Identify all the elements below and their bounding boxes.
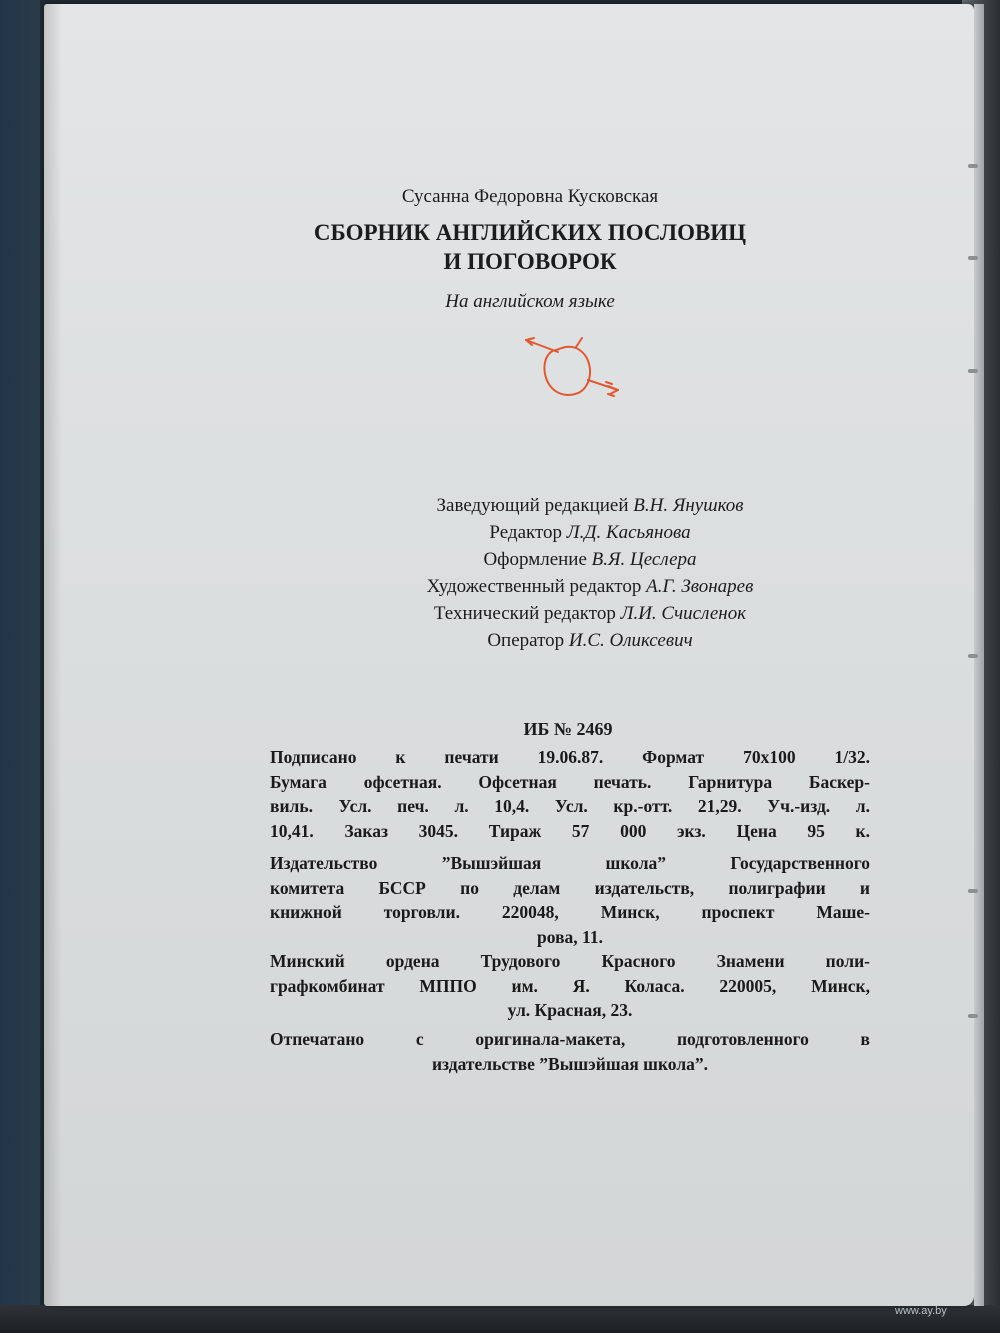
credit-line xyxy=(300,600,880,627)
binding-stitch xyxy=(968,889,978,893)
credit-name: И.С. Оликсевич xyxy=(568,630,693,651)
author-name: Сусанна Федоровна Кусковская xyxy=(401,186,659,207)
colophon-line: рова, 11. xyxy=(537,926,603,947)
credit-role: Художественный редактор xyxy=(426,576,642,597)
background-fabric xyxy=(0,0,40,1333)
gutter-shadow xyxy=(44,4,62,1306)
credit-name: В.Н. Янушков xyxy=(633,495,744,516)
colophon-line: виль. Усл. печ. л. 10,4. Усл. кр.-отт. 21,29. Уч.-изд. л. xyxy=(270,796,870,817)
publisher-details xyxy=(270,851,870,949)
ib-number: ИБ № 2469 xyxy=(523,719,613,739)
print-details xyxy=(270,745,870,843)
colophon-line: ул. Красная, 23. xyxy=(507,1000,633,1021)
credit-name: В.Я. Цеслера xyxy=(591,549,697,570)
title-line-1: СБОРНИК АНГЛИЙСКИХ ПОСЛОВИЦ xyxy=(313,220,747,245)
origin-note xyxy=(270,1027,870,1076)
colophon-line: Отпечатано с оригинала-макета, подготовленного в xyxy=(270,1029,870,1049)
printer-details xyxy=(270,949,870,1023)
colophon-line: Издательство ”Вышэйшая школа” Государственного xyxy=(270,853,870,873)
book-bottom-edge xyxy=(0,1305,1000,1333)
binding-stitch xyxy=(968,164,978,168)
colophon-line: Бумага офсетная. Офсетная печать. Гарнитура Баскер- xyxy=(270,771,870,792)
credit-role: Оператор xyxy=(487,630,565,651)
colophon-line: книжной торговли. 220048, Минск, проспект Маше- xyxy=(270,902,870,923)
credits-list xyxy=(300,492,880,654)
credit-line xyxy=(300,519,880,546)
binding-stitch xyxy=(968,654,978,658)
binding-stitch xyxy=(968,256,978,260)
credit-name: Л.Д. Касьянова xyxy=(566,522,691,543)
credit-line xyxy=(300,546,880,573)
binding-stitch xyxy=(968,369,978,373)
colophon-line: Подписано к печати 19.06.87. Формат 70х100 1/32. xyxy=(270,747,870,767)
title-line-2: И ПОГОВОРОК xyxy=(443,249,617,274)
credit-role: Оформление xyxy=(483,549,587,570)
apple-with-arrow-icon xyxy=(520,334,624,406)
colophon-line: 10,41. Заказ 3045. Тираж 57 000 экз. Цена 95 к. xyxy=(270,820,870,841)
binding-stitch xyxy=(968,1014,978,1018)
credit-line xyxy=(300,492,880,519)
language-note: На английском языке xyxy=(445,291,615,312)
site-watermark: www.ay.by xyxy=(895,1305,947,1317)
credit-name: Л.И. Счисленок xyxy=(620,603,747,624)
credit-line xyxy=(300,627,880,654)
colophon-line: Минский ордена Трудового Красного Знамени поли- xyxy=(270,951,870,971)
colophon-line: комитета БССР по делам издательств, полиграфии и xyxy=(270,877,870,898)
colophon-line: графкомбинат МППО им. Я. Коласа. 220005, Минск, xyxy=(270,975,870,996)
book-title xyxy=(270,218,790,276)
colophon-line: издательстве ”Вышэйшая школа”. xyxy=(431,1053,709,1074)
credit-line xyxy=(300,573,880,600)
credit-role: Редактор xyxy=(489,522,563,543)
credit-name: А.Г. Звонарев xyxy=(646,576,754,597)
credit-role: Технический редактор xyxy=(433,603,616,624)
credit-role: Заведующий редакцией xyxy=(436,495,629,516)
